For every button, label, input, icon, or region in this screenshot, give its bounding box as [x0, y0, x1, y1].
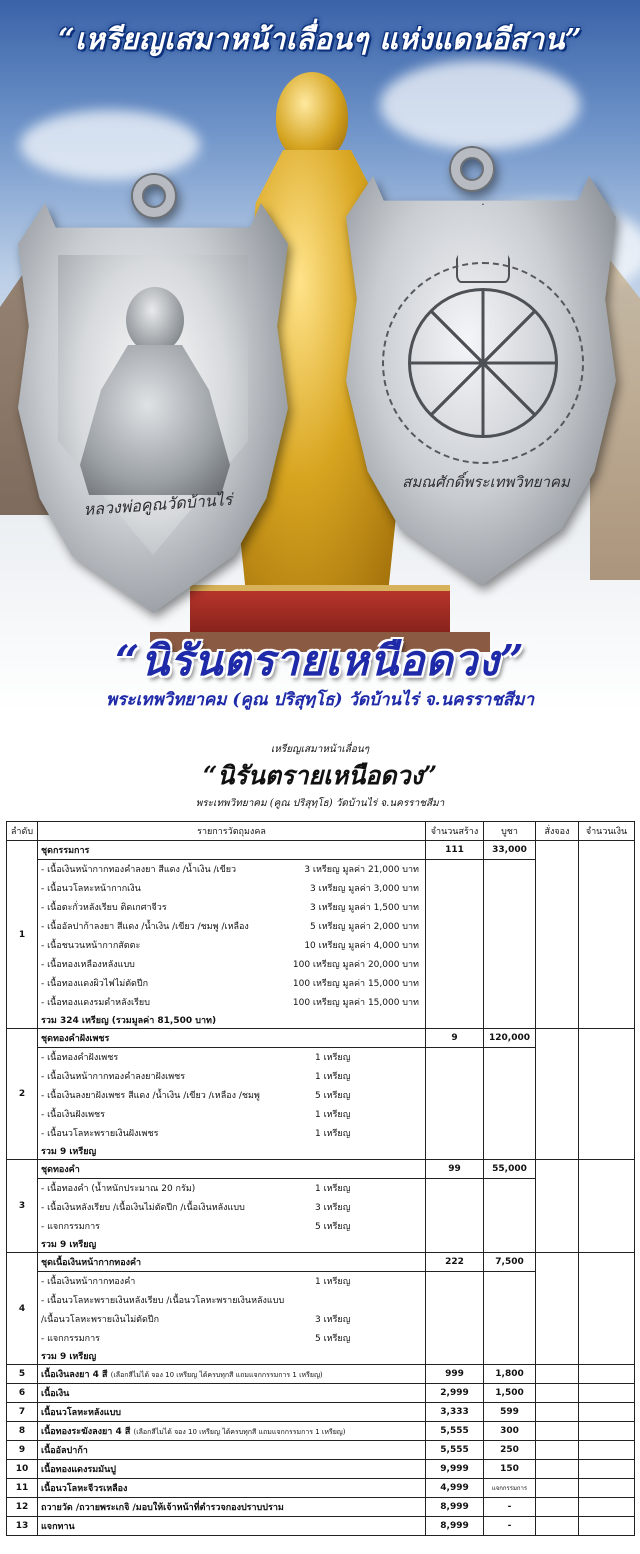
item-line — [41, 1293, 425, 1307]
price-cell — [484, 1236, 536, 1253]
item-cell — [38, 1498, 426, 1517]
item-cell — [38, 1517, 426, 1536]
item-cell — [38, 1441, 426, 1460]
row-number: 6 — [7, 1384, 38, 1403]
hero-medal-name: “นิรันตรายเหนือดวง” — [115, 636, 525, 685]
item-cell — [38, 1124, 426, 1143]
item-desc: - เนื้อนวโลหะหน้ากากเงิน — [41, 884, 141, 894]
table-row — [7, 1498, 635, 1517]
amount-cell[interactable] — [579, 1441, 635, 1460]
price-cell: 150 — [484, 1460, 536, 1479]
price-cell: 33,000 — [484, 841, 536, 860]
qty-cell — [426, 1348, 484, 1365]
item-name: เนื้อนวโลหะจีวรเหลือง — [41, 1484, 128, 1494]
col-header-order: สั่งจอง — [536, 822, 579, 841]
item-line — [41, 862, 425, 876]
item-line — [41, 957, 425, 971]
item-note: (เลือกสีไม่ได้ จอง 10 เหรียญ ได้ครบทุกสี แถมแจกกรรมการ 1 เหรียญ) — [110, 1371, 323, 1379]
item-cell — [38, 1179, 426, 1198]
price-cell — [484, 898, 536, 917]
item-value: 1 เหรียญ — [315, 1184, 351, 1195]
qty-cell — [426, 898, 484, 917]
item-desc: - เนื้อทองคำ (น้ำหนักประมาณ 20 กรัม) — [41, 1184, 196, 1195]
item-line — [41, 1088, 425, 1102]
row-number: 13 — [7, 1517, 38, 1536]
medal-back-caption: สมณศักดิ์พระเทพวิทยาคม — [402, 473, 570, 491]
item-note: (เลือกสีไม่ได้ จอง 10 เหรียญ ได้ครบทุกสี แถมแจกกรรมการ 1 เหรียญ) — [133, 1428, 346, 1436]
qty-cell: 999 — [426, 1365, 484, 1384]
item-desc: - เนื้อเงินหน้ากากทองคำลงยาฝังเพชร — [41, 1072, 186, 1082]
item-desc: - เนื้อเงินลงยาฝังเพชร สีแดง /น้ำเงิน /เขียว /เหลือง /ชมพู — [41, 1091, 260, 1101]
qty-cell — [426, 1198, 484, 1217]
set-name: ชุดเนื้อเงินหน้ากากทองคำ — [38, 1253, 426, 1272]
amount-cell[interactable] — [579, 1460, 635, 1479]
item-desc: - เนื้อเงินฝังเพชร — [41, 1110, 105, 1120]
col-header-amount: จำนวนเงิน — [579, 822, 635, 841]
row-number: 9 — [7, 1441, 38, 1460]
amount-cell[interactable] — [579, 1365, 635, 1384]
price-cell — [484, 1086, 536, 1105]
qty-cell: 9,999 — [426, 1460, 484, 1479]
qty-cell — [426, 1291, 484, 1310]
set-total: รวม 9 เหรียญ — [38, 1236, 426, 1253]
price-cell: แจกกรรมการ — [484, 1479, 536, 1498]
item-value: 10 เหรียญ มูลค่า 4,000 บาท — [304, 941, 419, 951]
item-value: 100 เหรียญ มูลค่า 15,000 บาท — [292, 998, 419, 1008]
qty-cell — [426, 1217, 484, 1236]
item-line — [41, 1274, 425, 1288]
row-number: 1 — [7, 841, 38, 1029]
item-line — [41, 1200, 425, 1214]
item-value: 1 เหรียญ — [315, 1110, 351, 1120]
order-cell[interactable] — [536, 1403, 579, 1422]
row-number: 4 — [7, 1253, 38, 1365]
medal-front-caption: หลวงพ่อคูณวัดบ้านไร่ — [82, 489, 233, 520]
item-cell — [38, 955, 426, 974]
price-cell — [484, 936, 536, 955]
qty-cell — [426, 879, 484, 898]
item-name: ถวายวัด /ถวายพระเกจิ /มอบให้เจ้าหน้าที่ตำรวจกองปราบปราม — [41, 1503, 284, 1513]
table-body — [7, 841, 635, 1536]
price-cell — [484, 1348, 536, 1365]
item-value: 100 เหรียญ มูลค่า 20,000 บาท — [292, 960, 419, 970]
item-line — [41, 1331, 425, 1345]
item-desc: - เนื้อทองแดงผิวไฟไม่ตัดปีก — [41, 979, 149, 989]
price-cell — [484, 1198, 536, 1217]
item-cell — [38, 1384, 426, 1403]
item-cell — [38, 917, 426, 936]
item-value: 1 เหรียญ — [315, 1072, 351, 1082]
item-line — [41, 900, 425, 914]
doc-kicker: เหรียญเสมาหน้าเลื่อนๆ — [270, 744, 370, 755]
price-table — [6, 821, 635, 1536]
price-cell — [484, 1217, 536, 1236]
table-row — [7, 1517, 635, 1536]
item-value: 1 เหรียญ — [315, 1129, 351, 1139]
item-cell — [38, 898, 426, 917]
qty-cell: 5,555 — [426, 1422, 484, 1441]
col-header-qty: จำนวนสร้าง — [426, 822, 484, 841]
qty-cell: 99 — [426, 1160, 484, 1179]
item-desc: - เนื้อชนวนหน้ากากสัตตะ — [41, 941, 141, 951]
amount-cell[interactable] — [579, 1384, 635, 1403]
qty-cell — [426, 955, 484, 974]
table-row — [7, 1422, 635, 1441]
qty-cell — [426, 1329, 484, 1348]
set-name: ชุดทองคำ — [38, 1160, 426, 1179]
item-cell — [38, 974, 426, 993]
item-desc: - เนื้อนวโลหะพรายเงินฝังเพชร — [41, 1129, 159, 1139]
qty-cell: 8,999 — [426, 1498, 484, 1517]
price-cell — [484, 1272, 536, 1291]
order-cell[interactable] — [536, 1160, 579, 1253]
table-row — [7, 1253, 635, 1272]
price-cell — [484, 917, 536, 936]
amount-cell[interactable] — [579, 841, 635, 1029]
price-cell — [484, 1143, 536, 1160]
table-header-row — [7, 822, 635, 841]
item-value: 5 เหรียญ — [315, 1334, 351, 1344]
price-cell — [484, 879, 536, 898]
price-cell — [484, 1012, 536, 1029]
table-row — [7, 1479, 635, 1498]
amount-cell[interactable] — [579, 1160, 635, 1253]
row-number: 5 — [7, 1365, 38, 1384]
item-name: เนื้อเงิน — [41, 1389, 70, 1399]
monk-head — [126, 287, 184, 353]
order-cell[interactable] — [536, 1253, 579, 1365]
item-value: 100 เหรียญ มูลค่า 15,000 บาท — [292, 979, 419, 989]
item-line — [41, 1181, 425, 1195]
item-cell — [38, 1291, 426, 1310]
item-cell — [38, 1403, 426, 1422]
item-cell — [38, 1217, 426, 1236]
item-cell — [38, 1479, 426, 1498]
item-cell — [38, 860, 426, 879]
hero-title: “เหรียญเสมาหน้าเลื่อนๆ แห่งแดนอีสาน” — [57, 22, 583, 56]
col-header-no: ลำดับ — [7, 822, 38, 841]
qty-cell — [426, 1310, 484, 1329]
item-cell — [38, 1067, 426, 1086]
price-cell — [484, 1329, 536, 1348]
item-line — [41, 1219, 425, 1233]
qty-cell — [426, 1236, 484, 1253]
item-desc: - เนื้อทองเหลืองหลังแบบ — [41, 960, 135, 970]
item-desc: - เนื้อทองคำฝังเพชร — [41, 1053, 119, 1064]
item-cell — [38, 1365, 426, 1384]
item-line — [41, 919, 425, 933]
item-line — [41, 1312, 425, 1326]
price-cell: 55,000 — [484, 1160, 536, 1179]
order-cell[interactable] — [536, 1498, 579, 1517]
price-cell — [484, 1291, 536, 1310]
medal-loop — [133, 175, 175, 217]
order-cell[interactable] — [536, 1422, 579, 1441]
price-cell — [484, 955, 536, 974]
price-cell — [484, 860, 536, 879]
qty-cell — [426, 1048, 484, 1067]
yantra-wheel — [408, 288, 558, 438]
item-value: 5 เหรียญ มูลค่า 2,000 บาท — [310, 922, 419, 932]
item-cell — [38, 1272, 426, 1291]
item-name: เนื้อนวโลหะหลังแบบ — [41, 1408, 122, 1418]
order-cell[interactable] — [536, 1384, 579, 1403]
item-value: 5 เหรียญ — [315, 1091, 351, 1101]
amount-cell[interactable] — [579, 1403, 635, 1422]
item-value: 3 เหรียญ มูลค่า 1,500 บาท — [310, 903, 419, 913]
amount-cell[interactable] — [579, 1479, 635, 1498]
item-desc: - เนื้อตะกั่วหลังเรียบ ติดเกศาจีวร — [41, 903, 167, 913]
amount-cell[interactable] — [579, 1029, 635, 1160]
item-value: 1 เหรียญ — [315, 1053, 351, 1064]
price-cell: 7,500 — [484, 1253, 536, 1272]
item-value: 3 เหรียญ มูลค่า 3,000 บาท — [310, 884, 419, 894]
qty-cell — [426, 936, 484, 955]
item-cell — [38, 1086, 426, 1105]
qty-cell — [426, 1179, 484, 1198]
item-value: 3 เหรียญ มูลค่า 21,000 บาท — [304, 865, 419, 876]
item-line — [41, 1069, 425, 1083]
qty-cell — [426, 1143, 484, 1160]
row-number: 3 — [7, 1160, 38, 1253]
price-cell: 250 — [484, 1441, 536, 1460]
item-desc: - เนื้อนวโลหะพรายเงินหลังเรียบ /เนื้อนวโลหะพรายเงินหลังแบบ — [41, 1296, 285, 1306]
amount-cell[interactable] — [579, 1498, 635, 1517]
set-name: ชุดกรรมการ — [38, 841, 426, 860]
order-cell[interactable] — [536, 1029, 579, 1160]
set-total: รวม 9 เหรียญ — [38, 1143, 426, 1160]
row-number: 8 — [7, 1422, 38, 1441]
price-cell — [484, 1124, 536, 1143]
medal-loop — [451, 148, 493, 190]
hero-poster — [0, 0, 640, 712]
qty-cell — [426, 1067, 484, 1086]
price-cell — [484, 1067, 536, 1086]
item-desc: - แจกกรรมการ — [41, 1334, 101, 1344]
qty-cell — [426, 1272, 484, 1291]
order-cell[interactable] — [536, 1460, 579, 1479]
qty-cell: 8,999 — [426, 1517, 484, 1536]
amount-cell[interactable] — [579, 1253, 635, 1365]
price-cell — [484, 1310, 536, 1329]
qty-cell: 4,999 — [426, 1479, 484, 1498]
item-cell — [38, 879, 426, 898]
table-row — [7, 1384, 635, 1403]
item-line — [41, 1126, 425, 1140]
qty-cell — [426, 1105, 484, 1124]
table-row — [7, 1460, 635, 1479]
item-cell — [38, 1460, 426, 1479]
col-header-item: รายการวัตถุมงคล — [38, 822, 426, 841]
qty-cell — [426, 1124, 484, 1143]
item-cell — [38, 1310, 426, 1329]
item-cell — [38, 1422, 426, 1441]
item-desc: - เนื้อทองแดงรมดำหลังเรียบ — [41, 998, 150, 1008]
item-cell — [38, 936, 426, 955]
item-line — [41, 1107, 425, 1121]
order-cell[interactable] — [536, 841, 579, 1029]
item-value: 1 เหรียญ — [315, 1277, 351, 1288]
order-cell[interactable] — [536, 1441, 579, 1460]
qty-cell: 111 — [426, 841, 484, 860]
price-cell: 300 — [484, 1422, 536, 1441]
price-cell: 1,800 — [484, 1365, 536, 1384]
item-value: 3 เหรียญ — [315, 1203, 351, 1213]
item-desc: /เนื้อนวโลหะพรายเงินไม่ตัดปีก — [41, 1315, 160, 1325]
item-value — [315, 1293, 425, 1307]
item-name: เนื้อทองแดงรมมันปู — [41, 1465, 116, 1475]
price-cell — [484, 1048, 536, 1067]
col-header-price: บูชา — [484, 822, 536, 841]
item-line — [41, 1050, 425, 1064]
item-name: เนื้ออัลปาก้า — [41, 1446, 88, 1456]
item-cell — [38, 1198, 426, 1217]
order-cell[interactable] — [536, 1517, 579, 1536]
item-desc: - เนื้อเงินหน้ากากทองคำลงยา สีแดง /น้ำเงิน /เขียว — [41, 865, 237, 876]
item-desc: - เนื้ออัลปาก้าลงยา สีแดง /น้ำเงิน /เขียว /ชมพู /เหลือง — [41, 922, 249, 932]
qty-cell — [426, 917, 484, 936]
item-value: 3 เหรียญ — [315, 1315, 351, 1325]
qty-cell: 5,555 — [426, 1441, 484, 1460]
amount-cell[interactable] — [579, 1422, 635, 1441]
price-cell: 120,000 — [484, 1029, 536, 1048]
price-cell — [484, 1179, 536, 1198]
table-row — [7, 1365, 635, 1384]
item-desc: - เนื้อเงินหลังเรียบ /เนื้อเงินไม่ตัดปีก /เนื้อเงินหลังแบบ — [41, 1203, 245, 1213]
row-number: 12 — [7, 1498, 38, 1517]
price-cell: 599 — [484, 1403, 536, 1422]
row-number: 11 — [7, 1479, 38, 1498]
item-line — [41, 938, 425, 952]
item-name: เนื้อเงินลงยา 4 สี — [41, 1370, 108, 1380]
row-number: 7 — [7, 1403, 38, 1422]
item-name: แจกทาน — [41, 1522, 75, 1532]
item-line — [41, 976, 425, 990]
statue-head — [276, 72, 348, 162]
table-row — [7, 1403, 635, 1422]
hero-subtitle: พระเทพวิทยาคม (คูณ ปริสุทฺโธ) วัดบ้านไร่ จ.นครราชสีมา — [105, 690, 534, 710]
price-cell — [484, 974, 536, 993]
table-row — [7, 1160, 635, 1179]
row-number: 10 — [7, 1460, 38, 1479]
item-name: เนื้อทองระฆังลงยา 4 สี — [41, 1427, 131, 1437]
order-cell[interactable] — [536, 1365, 579, 1384]
price-cell — [484, 1105, 536, 1124]
qty-cell — [426, 1086, 484, 1105]
table-row — [7, 1441, 635, 1460]
item-value: 5 เหรียญ — [315, 1222, 351, 1232]
qty-cell — [426, 1012, 484, 1029]
set-total: รวม 9 เหรียญ — [38, 1348, 426, 1365]
item-desc: - แจกกรรมการ — [41, 1222, 101, 1232]
doc-subtitle: พระเทพวิทยาคม (คูณ ปริสุทฺโธ) วัดบ้านไร่ จ.นครราชสีมา — [195, 798, 445, 809]
qty-cell — [426, 860, 484, 879]
item-cell — [38, 1329, 426, 1348]
price-cell: - — [484, 1517, 536, 1536]
doc-title: “นิรันตรายเหนือดวง” — [202, 761, 438, 790]
set-total: รวม 324 เหรียญ (รวมมูลค่า 81,500 บาท) — [38, 1012, 426, 1029]
item-cell — [38, 1048, 426, 1067]
item-desc: - เนื้อเงินหน้ากากทองคำ — [41, 1277, 136, 1288]
amount-cell[interactable] — [579, 1517, 635, 1536]
medal-back-image — [346, 148, 616, 588]
qty-cell: 9 — [426, 1029, 484, 1048]
price-cell: - — [484, 1498, 536, 1517]
price-cell — [484, 993, 536, 1012]
item-line — [41, 881, 425, 895]
table-row — [7, 841, 635, 860]
medal-front-image — [18, 175, 288, 615]
item-cell — [38, 1105, 426, 1124]
price-cell: 1,500 — [484, 1384, 536, 1403]
item-line — [41, 995, 425, 1009]
order-cell[interactable] — [536, 1479, 579, 1498]
qty-cell: 3,333 — [426, 1403, 484, 1422]
item-cell — [38, 993, 426, 1012]
qty-cell: 222 — [426, 1253, 484, 1272]
row-number: 2 — [7, 1029, 38, 1160]
set-name: ชุดทองคำฝังเพชร — [38, 1029, 426, 1048]
qty-cell — [426, 974, 484, 993]
table-row — [7, 1029, 635, 1048]
qty-cell: 2,999 — [426, 1384, 484, 1403]
qty-cell — [426, 993, 484, 1012]
